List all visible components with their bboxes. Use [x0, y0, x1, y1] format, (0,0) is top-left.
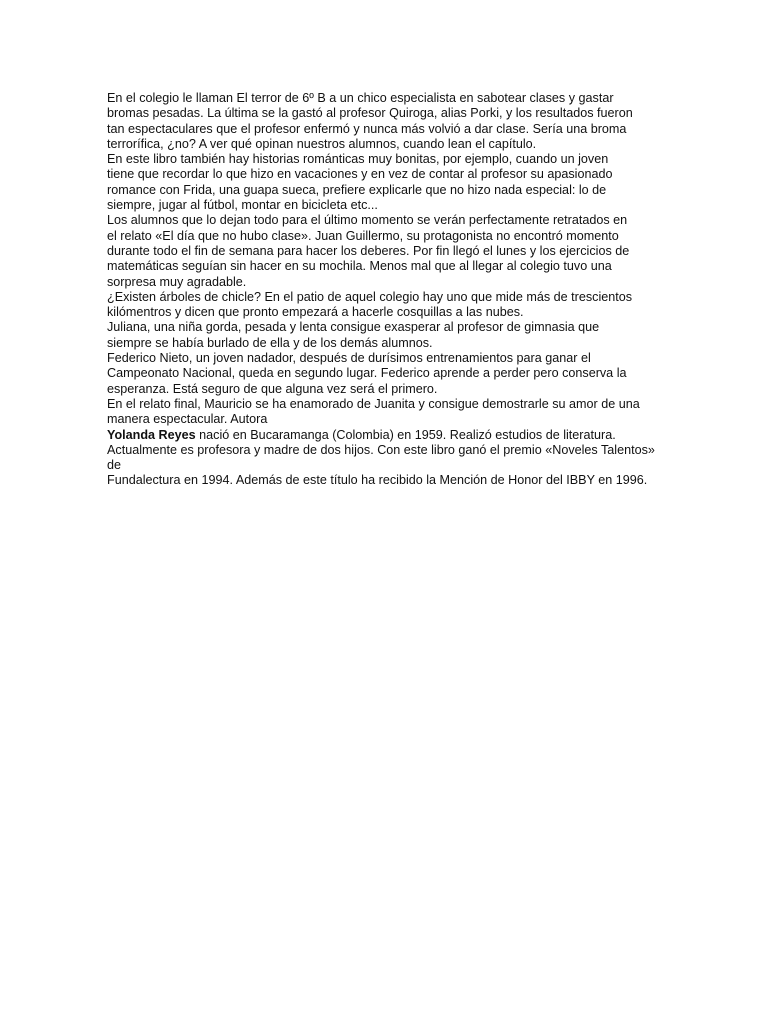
text-line: siempre, jugar al fútbol, montar en bicicleta etc...: [107, 198, 378, 213]
text-line: tiene que recordar lo que hizo en vacaciones y en vez de contar al profesor su apasionado: [107, 167, 613, 182]
text-line: Los alumnos que lo dejan todo para el último momento se verán perfectamente retratados en: [107, 213, 628, 228]
text-line: durante todo el fin de semana para hacer los deberes. Por fin llegó el lunes y los ejercicios de: [107, 243, 630, 258]
author-name: Yolanda Reyes: [107, 427, 196, 442]
text-line: matemáticas seguían sin hacer en su mochila. Menos mal que al llegar al colegio tuvo una: [107, 259, 612, 274]
text-line: manera espectacular. Autora: [107, 412, 268, 427]
text-line: En este libro también hay historias románticas muy bonitas, por ejemplo, cuando un joven: [107, 152, 609, 167]
text-line: Federico Nieto, un joven nadador, después de durísimos entrenamientos para ganar el: [107, 351, 591, 366]
bio-line: Fundalectura en 1994. Además de este título ha recibido la Mención de Honor del IBBY en 1996.: [107, 473, 648, 488]
text-line: esperanza. Está seguro de que alguna vez será el primero.: [107, 381, 438, 396]
text-line: siempre se había burlado de ella y de los demás alumnos.: [107, 335, 433, 350]
text-line: sorpresa muy agradable.: [107, 274, 247, 289]
text-line: En el relato final, Mauricio se ha enamorado de Juanita y consigue demostrarle su amor de una: [107, 396, 640, 411]
author-line-rest: nació en Bucaramanga (Colombia) en 1959. Realizó estudios de literatura.: [195, 427, 616, 442]
author-line: [107, 428, 667, 443]
text-line: Campeonato Nacional, queda en segundo lugar. Federico aprende a perder pero conserva la: [107, 366, 627, 381]
text-line: terrorífica, ¿no? A ver qué opinan nuestros alumnos, cuando lean el capítulo.: [107, 136, 537, 151]
text-line: ¿Existen árboles de chicle? En el patio de aquel colegio hay uno que mide más de trescientos: [107, 289, 633, 304]
text-line: el relato «El día que no hubo clase». Juan Guillermo, su protagonista no encontró momento: [107, 228, 619, 243]
text-line: romance con Frida, una guapa sueca, prefiere explicarle que no hizo nada especial: lo de: [107, 182, 607, 197]
text-line: tan espectaculares que el profesor enfermó y nunca más volvió a dar clase. Sería una broma: [107, 121, 627, 136]
text-line: kilómentros y dicen que pronto empezará a hacerle cosquillas a las nubes.: [107, 305, 524, 320]
text-line: En el colegio le llaman El terror de 6º B a un chico especialista en sabotear clases y gastar: [107, 91, 614, 105]
bio-line: Actualmente es profesora y madre de dos hijos. Con este libro ganó el premio «Noveles Talentos»: [107, 442, 655, 457]
text-line: bromas pesadas. La última se la gastó al profesor Quiroga, alias Porki, y los resultados fueron: [107, 106, 633, 121]
bio-line: de: [107, 458, 122, 473]
text-line: Juliana, una niña gorda, pesada y lenta consigue exasperar al profesor de gimnasia que: [107, 320, 600, 335]
document-body: [107, 91, 667, 489]
